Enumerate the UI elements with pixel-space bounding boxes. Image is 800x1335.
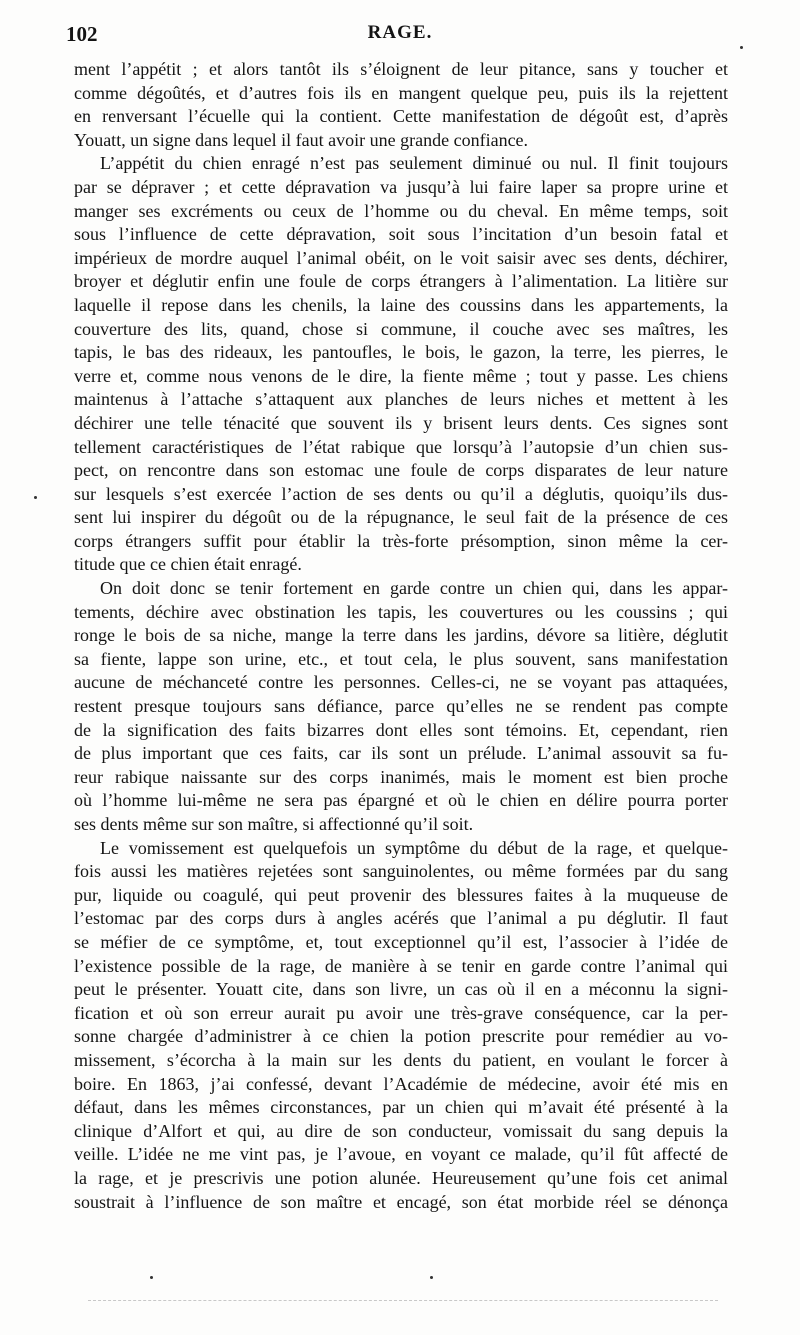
paragraph-first-line: Le vomissement est quelquefois un symptôme du début de la rage, et quelque- [100,837,728,858]
text-line: défaut, dans les mêmes circonstances, par un chien qui m’avait été présenté à la [74,1097,728,1118]
text-line: déchirer une telle ténacité que souvent ils y brisent leurs dents. Ces signes sont [74,412,728,433]
text-line: titude que ce chien était enragé. [74,554,302,575]
text-line: tapis, le bas des rideaux, les pantoufles, le bois, le gazon, la terre, les pierres, le [74,342,728,363]
text-line: aucune de méchanceté contre les personnes. Celles-ci, ne se voyant pas attaquées, [74,672,728,693]
text-line: missement, s’écorcha à la main sur les dents du patient, en voulant le forcer à [74,1049,728,1070]
running-title: RAGE. [367,22,433,43]
page-number: 102 [66,22,98,46]
text-line: impérieux de mordre auquel l’animal obéit, on le voit saisir avec ses dents, déchirer, [74,247,728,268]
text-line: broyer et déglutir enfin une foule de corps étrangers à l’alimentation. La litière sur [74,271,728,292]
text-line: sonne chargée d’administrer à ce chien la potion prescrite pour remédier au vo- [74,1026,728,1047]
text-line: en renversant l’écuelle qui la contient. Cette manifestation de dégoût est, d’après [74,106,728,127]
page-header [66,22,734,52]
text-line: restent presque toujours sans défiance, parce qu’elles ne se rendent pas compte [74,696,728,717]
text-line: où l’homme lui-même ne sera pas épargné et où le chien en délire pourra porter [74,790,728,811]
text-line: soustrait à l’influence de son maître et encagé, son état morbide réel se dénonça [74,1191,728,1212]
text-line: clinique d’Alfort et qui, au dire de son conducteur, vomissait du sang depuis la [74,1120,728,1141]
print-speck [150,1276,153,1279]
paragraph-first-line: On doit donc se tenir fortement en garde contre un chien qui, dans les appar- [100,578,728,599]
text-line: l’existence possible de la rage, de manière à se tenir en garde contre l’animal qui [74,955,728,976]
text-line: verre et, comme nous venons de le dire, la fiente même ; tout y passe. Les chiens [74,365,728,386]
bleed-through-line [88,1300,718,1301]
text-line: ses dents même sur son maître, si affectionné qu’il soit. [74,814,474,834]
text-line: fication et où son erreur aurait pu avoir une très-grave conséquence, car la per- [74,1002,728,1023]
paragraph-first-line: L’appétit du chien enragé n’est pas seulement diminué ou nul. Il finit toujours [100,153,728,174]
text-line: reur rabique naissante sur des corps inanimés, mais le moment est bien proche [74,766,728,787]
text-line: manger ses excréments ou ceux de l’homme ou du cheval. En même temps, soit [74,200,728,221]
text-line: se méfier de ce symptôme, et, tout exceptionnel qu’il est, l’associer à l’idée de [74,931,728,952]
text-line: sa fiente, lappe son urine, etc., et tout cela, le plus souvent, sans manifestation [74,648,728,669]
text-line: tellement caractéristiques de l’état rabique que lorsqu’à l’autopsie d’un chien sus- [74,436,728,457]
print-speck [740,46,743,49]
text-line: ment l’appétit ; et alors tantôt ils s’éloignent de leur pitance, sans y toucher et [74,59,728,79]
body-text [74,58,728,1214]
text-line: par se dépraver ; et cette dépravation va jusqu’à lui faire laper sa propre urine et [74,176,728,197]
text-line: tements, déchire avec obstination les tapis, les couvertures ou les coussins ; qui [74,601,728,622]
text-line: laquelle il repose dans les chenils, la laine des coussins dans les appartements, la [74,294,728,315]
text-line: couverture des lits, quand, chose si commune, il couche avec ses maîtres, les [74,318,728,339]
text-line: corps étrangers suffit pour établir la très-forte présomption, sinon même la cer- [74,530,728,551]
text-line: l’estomac par des corps durs à angles acérés que l’animal a pu déglutir. Il faut [74,908,728,929]
print-speck [34,496,37,499]
text-line: sur lesquels s’est exercée l’action de ses dents ou qu’il a déglutis, quoiqu’ils dus- [74,483,728,504]
text-line: de la signification des faits bizarres dont elles sont témoins. Et, cependant, rien [74,719,728,740]
text-line: fois aussi les matières rejetées sont sanguinolentes, ou même formées par du sang [74,861,728,882]
text-line: veille. L’idée ne me vint pas, je l’avoue, en voyant ce malade, qu’il fût affecté de [74,1144,728,1165]
text-line: sous l’influence de cette dépravation, soit sous l’incitation d’un besoin fatal et [74,224,728,245]
text-line: pect, on rencontre dans son estomac une foule de corps disparates de leur nature [74,460,728,481]
text-line: peut le présenter. Youatt cite, dans son livre, un cas où il en a méconnu la signi- [74,979,728,1000]
print-speck [430,1276,433,1279]
text-line: la rage, et je prescrivis une potion alunée. Heureusement qu’une fois cet animal [74,1167,728,1188]
text-line: ronge le bois de sa niche, mange la terre dans les jardins, dévore sa litière, déglutit [74,625,728,646]
text-line: boire. En 1863, j’ai confessé, devant l’Académie de médecine, avoir été mis en [74,1073,728,1094]
text-line: maintenus à l’attache s’attaquent aux planches de leurs niches et mettent à les [74,389,728,410]
text-line: sent lui inspirer du dégoût ou de la répugnance, le seul fait de la présence de ces [74,507,728,528]
text-line: Youatt, un signe dans lequel il faut avoir une grande confiance. [74,129,529,150]
text-line: pur, liquide ou coagulé, qui peut provenir des blessures faites à la muqueuse de [74,884,728,905]
text-line: comme dégoûtés, et d’autres fois ils en mangent quelque peu, puis ils la rejettent [74,82,728,103]
text-line: de plus important que ces faits, car ils sont un prélude. L’animal assouvit sa fu- [74,743,728,764]
